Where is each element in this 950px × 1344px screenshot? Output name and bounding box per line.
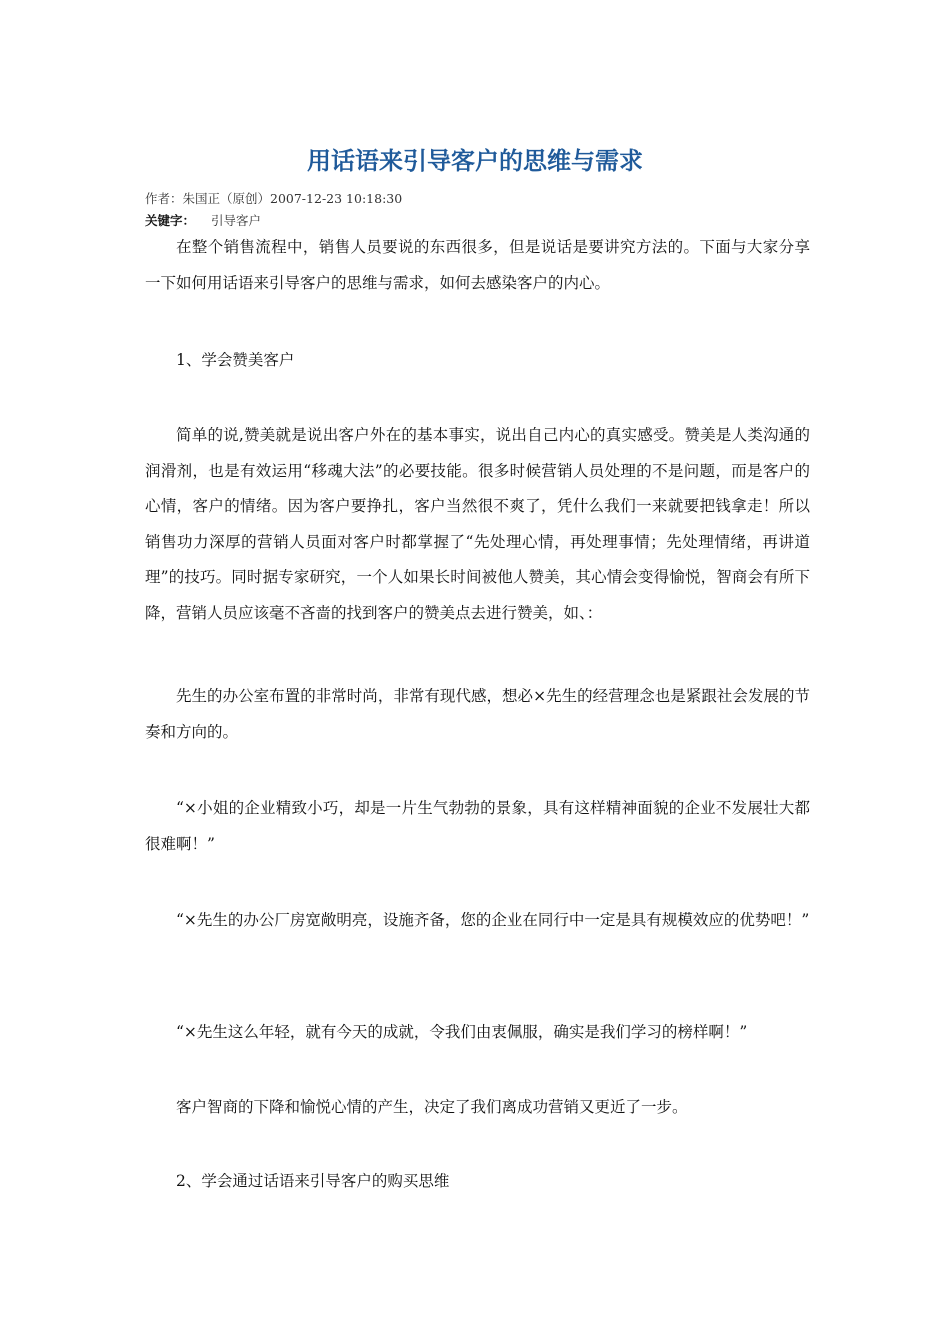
paragraph: 客户智商的下降和愉悦心情的产生，决定了我们离成功营销又更近了一步。 [176,1098,688,1116]
paragraph-example-2 [145,791,810,862]
paragraph-praise [145,418,810,631]
paragraph: “×小姐的企业精致小巧，却是一片生气勃勃的景象，具有这样精神面貌的企业不发展壮大都很难啊！” [145,799,810,853]
keywords-value: 引导客户 [211,213,262,228]
section-heading-2 [145,1164,810,1200]
section-heading: 1、学会赞美客户 [176,351,295,369]
paragraph: “×先生这么年轻，就有今天的成就，令我们由衷佩服，确实是我们学习的榜样啊！” [176,1023,748,1041]
paragraph: 简单的说,赞美就是说出客户外在的基本事实，说出自己内心的真实感受。赞美是人类沟通的润滑剂，也是有效运用“移魂大法”的必要技能。很多时候营销人员处理的不是问题，而是客户的心情，客户的情绪。因为客户要挣扎，客户当然很不爽了，凭什么我们一来就要把钱拿走！所以销售功力深厚的营销人员面对客户时都掌握了“先处理心情，再处理事情；先处理情绪，再讲道理”的技巧。同时据专家研究，一个人如果长时间被他人赞美，其心情会变得愉悦，智商会有所下降，营销人员应该毫不吝啬的找到客户的赞美点去进行赞美，如、： [145,426,810,622]
keywords-label: 关键字： [145,213,196,228]
paragraph: 在整个销售流程中，销售人员要说的东西很多，但是说话是要讲究方法的。下面与大家分享一下如何用话语来引导客户的思维与需求，如何去感染客户的内心。 [145,238,810,292]
paragraph: 先生的办公室布置的非常时尚，非常有现代感，想必×先生的经营理念也是紧跟社会发展的节奏和方向的。 [145,687,810,741]
article-title: 用话语来引导客户的思维与需求 [307,147,643,175]
paragraph-intro [145,230,810,301]
article-meta: 作者：朱国正（原创）2007-12-23 10:18:30 [145,191,403,206]
paragraph-conclusion [145,1090,810,1126]
paragraph: “×先生的办公厂房宽敞明亮，设施齐备，您的企业在同行中一定是具有规模效应的优势吧！” [176,911,810,929]
keywords-line [145,213,261,229]
paragraph-example-1 [145,679,810,750]
section-heading-1 [145,343,810,379]
paragraph-example-3 [145,903,810,939]
paragraph-example-4 [145,1015,810,1051]
section-heading: 2、学会通过话语来引导客户的购买思维 [176,1172,450,1190]
